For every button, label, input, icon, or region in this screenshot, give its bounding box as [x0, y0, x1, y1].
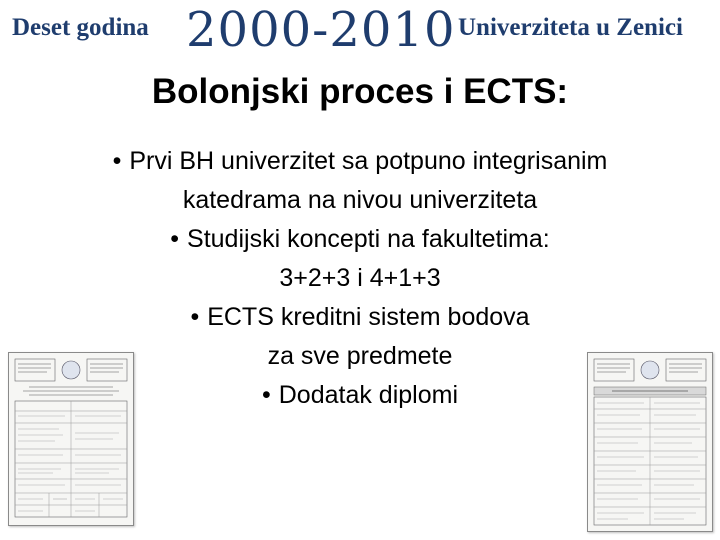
bullet-icon: • — [261, 381, 271, 409]
bullet-text: Dodatak diplomi — [278, 381, 459, 409]
document-form-icon — [588, 353, 712, 531]
header-left-text: Deset godina — [12, 14, 149, 41]
document-form-icon — [9, 353, 133, 525]
bullet-icon: • — [112, 147, 122, 175]
diploma-document-image-right — [587, 352, 713, 532]
bullet-text: Studijski koncepti na fakultetima: — [187, 225, 550, 253]
bullet-icon: • — [190, 303, 200, 331]
bullet-item — [40, 142, 680, 220]
bullet-text: Prvi BH univerzitet sa potpuno integrisanim — [129, 147, 608, 175]
bullet-list — [40, 142, 680, 415]
diploma-document-image-left — [8, 352, 134, 526]
bullet-text-continuation: za sve predmete — [267, 342, 453, 370]
bullet-icon: • — [170, 225, 180, 253]
bullet-item — [40, 376, 680, 415]
header-year-range: 2000-2010 — [186, 2, 456, 58]
slide-header-banner — [0, 0, 720, 62]
bullet-item — [40, 220, 680, 298]
slide-title: Bolonjski proces i ECTS: — [151, 72, 569, 111]
bullet-text-continuation: 3+2+3 i 4+1+3 — [279, 264, 441, 292]
bullet-text: ECTS kreditni sistem bodova — [207, 303, 530, 331]
header-right-text: Univerziteta u Zenici — [458, 14, 683, 41]
bullet-text-continuation: katedrama na nivou univerziteta — [182, 186, 538, 214]
bullet-item — [40, 298, 680, 376]
